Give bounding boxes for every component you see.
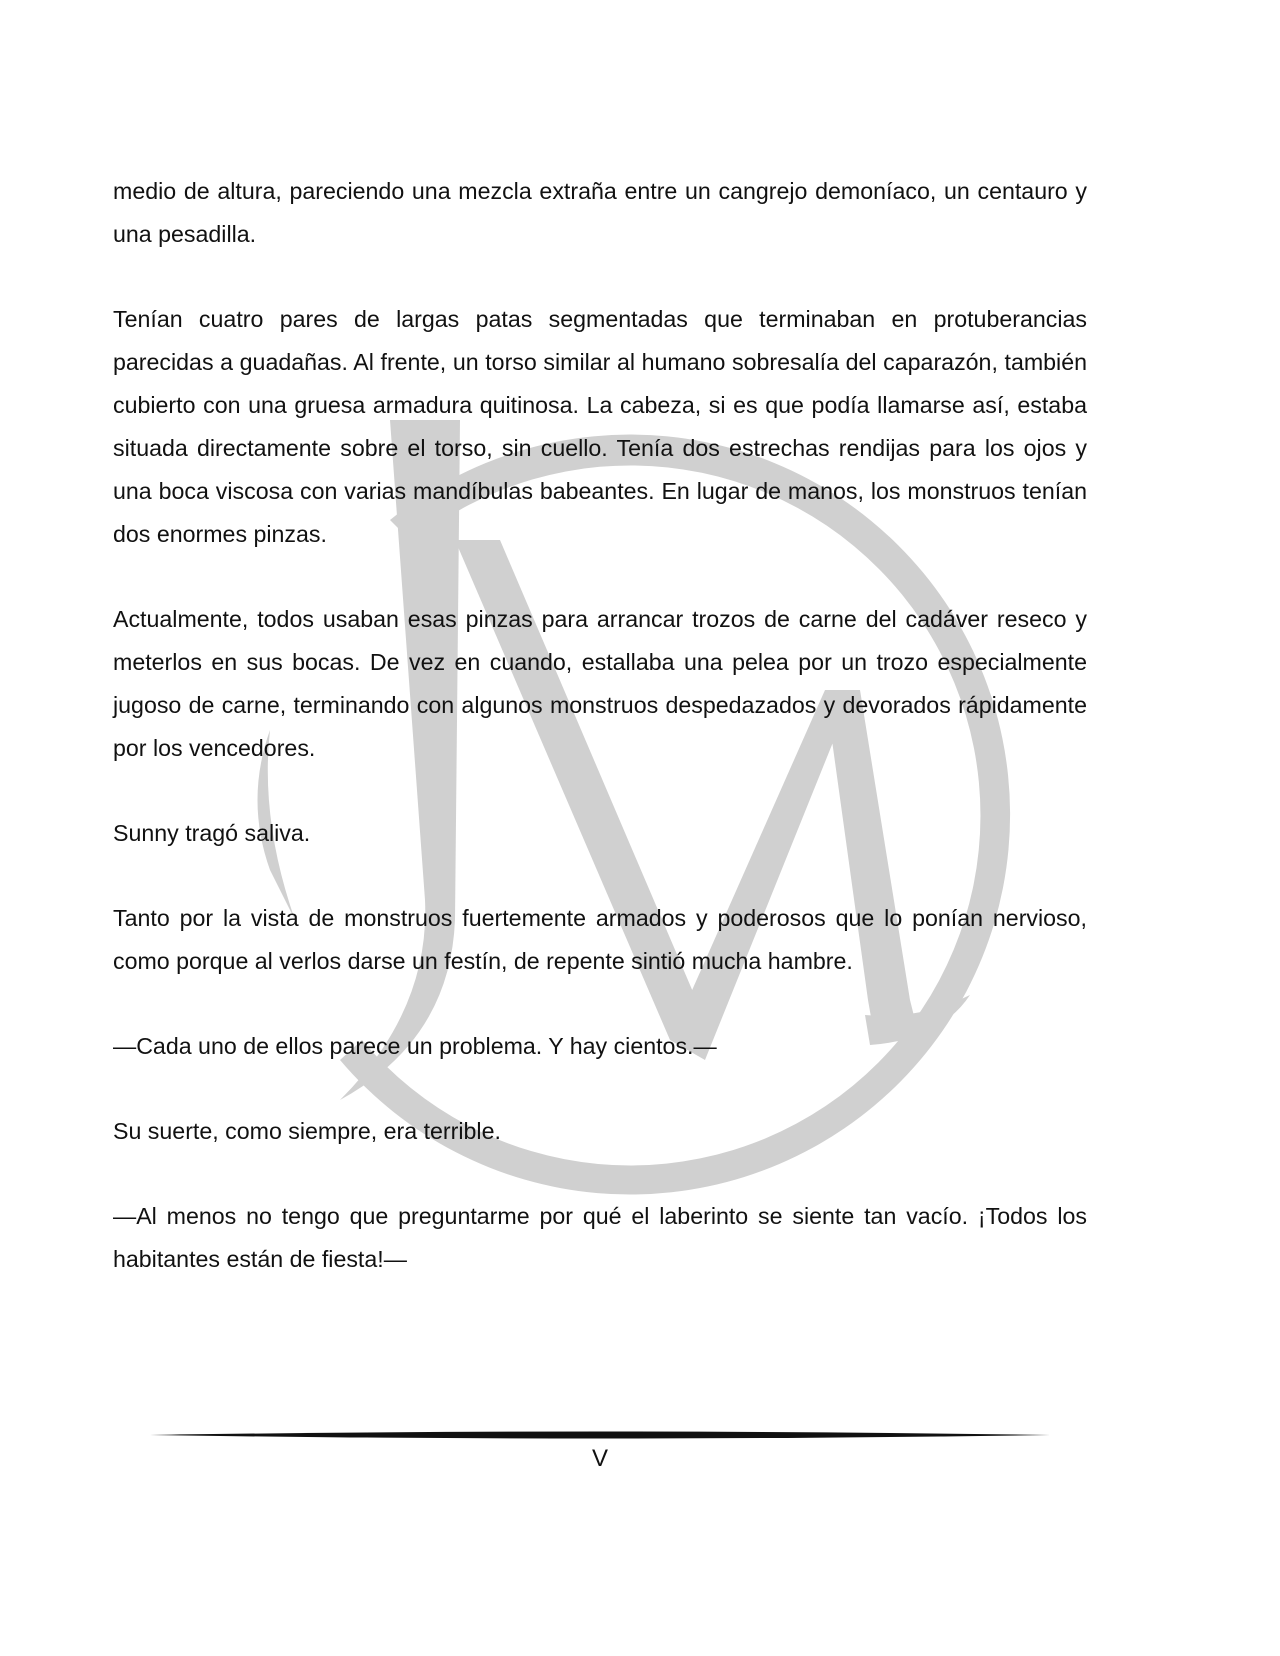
paragraph-7: Su suerte, como siempre, era terrible. bbox=[113, 1118, 501, 1144]
paragraph-5: Tanto por la vista de monstruos fuertemente armados y poderosos que lo ponían nervioso, como porque al verlos darse un festín, de repente sintió mucha hambre. bbox=[113, 905, 1087, 974]
paragraph-1: medio de altura, pareciendo una mezcla extraña entre un cangrejo demoníaco, un centauro y una pesadilla. bbox=[113, 178, 1087, 247]
paragraph-6: —Cada uno de ellos parece un problema. Y hay cientos.— bbox=[113, 1033, 717, 1059]
body-text bbox=[113, 170, 1087, 1323]
paragraph-8: —Al menos no tengo que preguntarme por qué el laberinto se siente tan vacío. ¡Todos los habitantes están de fiesta!— bbox=[113, 1203, 1087, 1272]
paragraph-4: Sunny tragó saliva. bbox=[113, 820, 311, 846]
paragraph-2: Tenían cuatro pares de largas patas segmentadas que terminaban en protuberancias parecidas a guadañas. Al frente, un torso similar al humano sobresalía del caparazón, también cubierto con una gruesa armadura quitinosa. La cabeza, si es que podía llamarse así, estaba situada directamente sobre el torso, sin cuello. Tenía dos estrechas rendijas para los ojos y una boca viscosa con varias mandíbulas babeantes. En lugar de manos, los monstruos tenían dos enormes pinzas. bbox=[113, 306, 1087, 547]
footer-divider bbox=[150, 1428, 1050, 1442]
page-number: V bbox=[591, 1445, 608, 1472]
paragraph-3: Actualmente, todos usaban esas pinzas para arrancar trozos de carne del cadáver reseco y meterlos en sus bocas. De vez en cuando, estallaba una pelea por un trozo especialmente jugoso de carne, terminando con algunos monstruos despedazados y devorados rápidamente por los vencedores. bbox=[113, 606, 1087, 761]
